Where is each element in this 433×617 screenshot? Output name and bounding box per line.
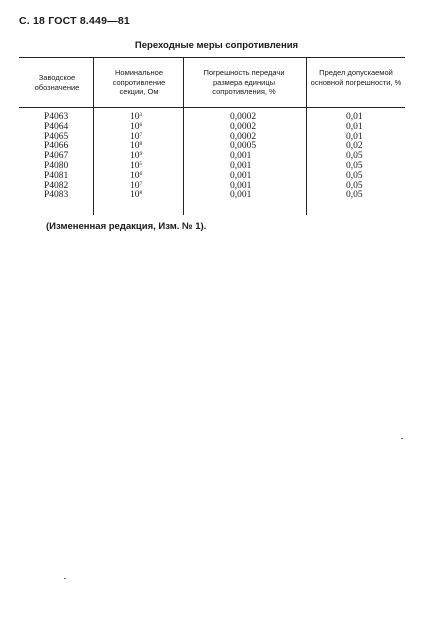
table-cell-resistance: $10^7$	[130, 131, 143, 142]
amendment-note: (Измененная редакция, Изм. № 1).	[46, 221, 207, 232]
table-cell-error: 0,0002	[230, 121, 257, 132]
table-cell-resistance: $10^3$	[130, 112, 143, 122]
table-cell-error: 0,001	[230, 151, 252, 162]
table-cell-code: Р4067	[44, 151, 69, 162]
header-transfer-error: Погрешность передачи размера единицы сопротивления, %	[203, 68, 285, 96]
table-cell-limit: 0,01	[346, 112, 363, 122]
table-cell-error: 0,001	[230, 180, 252, 191]
table-cell-code: Р4064	[44, 121, 69, 132]
table-cell-code: Р4081	[44, 170, 69, 181]
header-basic-error-limit: Предел допускаемой основной погрешности, %	[310, 68, 402, 87]
table-cell-resistance: $10^8$	[130, 141, 143, 152]
table-title: Переходные меры сопротивления	[134, 40, 299, 51]
scan-speck	[401, 438, 403, 439]
table-cell-resistance: $10^5$	[130, 160, 143, 171]
table-cell-resistance: $10^6$	[130, 121, 143, 132]
table-cell-code: Р4080	[44, 160, 69, 171]
scan-speck	[64, 578, 66, 579]
page-header: С. 18 ГОСТ 8.449—81	[19, 15, 130, 27]
table-cell-error: 0,0002	[230, 131, 257, 142]
table-cell-limit: 0,01	[346, 121, 363, 132]
table-cell-resistance: $10^7$	[130, 180, 143, 191]
table-cell-resistance: $10^8$	[130, 190, 143, 201]
column-nominal-resistance	[130, 113, 142, 201]
table-cell-limit: 0,05	[346, 170, 363, 181]
table-cell-code: Р4065	[44, 131, 69, 142]
table-cell-limit: 0,05	[346, 190, 363, 201]
table-cell-resistance: $10^6$	[130, 170, 143, 181]
column-factory-code	[44, 113, 68, 201]
table-cell-limit: 0,05	[346, 160, 363, 171]
column-separator	[183, 57, 184, 215]
table-cell-limit: 0,05	[346, 151, 363, 162]
table-cell-error: 0,001	[230, 190, 252, 201]
table-top-rule	[19, 57, 405, 58]
table-cell-error: 0,001	[230, 160, 252, 171]
column-basic-error-limit	[346, 113, 363, 201]
header-factory-code: Заводское обозначение	[34, 73, 80, 92]
table-cell-code: Р4082	[44, 180, 69, 191]
column-separator	[93, 57, 94, 215]
table-cell-limit: 0,01	[346, 131, 363, 142]
table-header-rule	[19, 107, 405, 108]
column-transfer-error	[230, 113, 256, 201]
table-cell-error: 0,001	[230, 170, 252, 181]
table-cell-limit: 0,02	[346, 141, 363, 152]
header-nominal-resistance: Номинальное сопротивление секции, Ом	[112, 68, 166, 96]
table-cell-error: 0,0005	[230, 141, 257, 152]
table-cell-code: Р4066	[44, 141, 69, 152]
table-cell-error: 0,0002	[230, 112, 257, 122]
table-cell-limit: 0,05	[346, 180, 363, 191]
table-cell-code: Р4063	[44, 112, 69, 122]
column-separator	[306, 57, 307, 215]
table-cell-code: Р4083	[44, 190, 69, 201]
table-cell-resistance: $10^9$	[130, 151, 143, 162]
